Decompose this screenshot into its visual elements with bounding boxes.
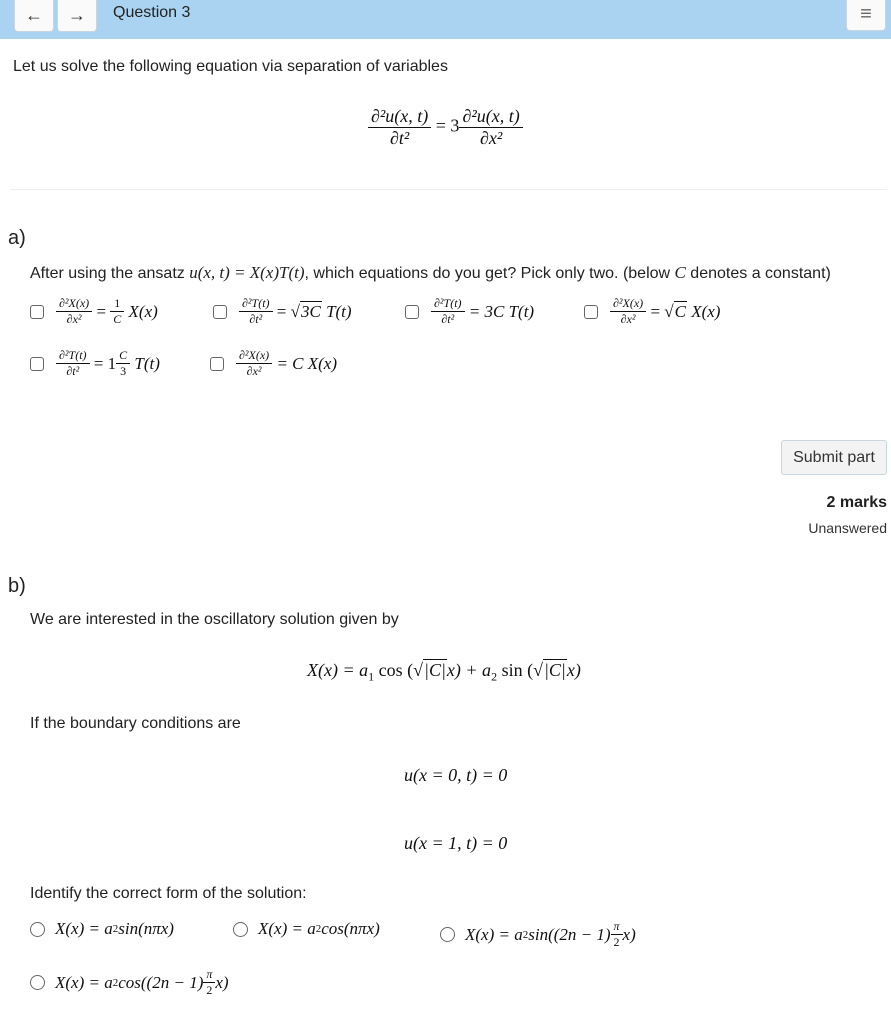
option-text: cos(nπx): [321, 919, 380, 938]
status-label: Unanswered: [808, 520, 887, 536]
checkbox[interactable]: [405, 305, 419, 319]
option-a6[interactable]: [210, 348, 337, 379]
option-denominator: ∂x²: [246, 364, 262, 378]
option-text: X(x) = a: [55, 972, 113, 992]
option-frac-den: 2: [206, 983, 213, 997]
solution-sub: 2: [491, 669, 498, 684]
option-text: X(x) = a: [258, 919, 316, 938]
sqrt-icon: √: [413, 660, 424, 680]
solution-abs: |C|: [543, 660, 566, 680]
bc-intro: If the boundary conditions are: [30, 715, 241, 732]
option-sqrt-value: C: [674, 302, 686, 321]
solution-abs: |C|: [424, 660, 446, 680]
part-a-prompt: [30, 263, 831, 283]
option-equals: =: [650, 301, 661, 321]
option-numerator: ∂²T(t): [239, 296, 273, 312]
option-rhs: = 3C T(t): [468, 301, 535, 321]
option-text: sin((2n − 1): [528, 924, 611, 944]
hamburger-icon: ≡: [860, 3, 872, 25]
option-equals: = 1: [93, 353, 117, 373]
solution-text: X(x) = a: [307, 660, 369, 680]
option-a2[interactable]: [213, 296, 352, 327]
option-text: sin(nπx): [118, 919, 174, 938]
radio-button[interactable]: [233, 922, 248, 937]
option-denominator: ∂t²: [441, 312, 455, 326]
back-button[interactable]: [14, 0, 54, 32]
forward-button[interactable]: [57, 0, 97, 32]
option-b1[interactable]: [30, 919, 174, 939]
solution-sub: 1: [368, 669, 375, 684]
option-a4[interactable]: [584, 296, 720, 327]
option-coeff-den: 3: [120, 364, 127, 378]
option-text: cos((2n − 1): [118, 972, 204, 992]
checkbox[interactable]: [213, 305, 227, 319]
option-sub: 2: [522, 928, 529, 941]
sqrt-icon: √: [290, 301, 300, 321]
part-a-label: a): [8, 227, 26, 249]
lhs-denominator: ∂t²: [389, 128, 410, 148]
solution-text: x) + a: [446, 660, 492, 680]
option-frac-num: π: [203, 967, 215, 983]
part-b-intro: We are interested in the oscillatory solution given by: [30, 611, 399, 628]
option-frac-den: 2: [613, 935, 620, 949]
prompt-text-1: After using the ansatz: [30, 265, 190, 282]
option-a3[interactable]: [405, 296, 534, 327]
option-numerator: ∂²T(t): [56, 348, 90, 364]
intro-text: Let us solve the following equation via separation of variables: [13, 58, 448, 75]
option-numerator: ∂²X(x): [236, 348, 272, 364]
menu-button[interactable]: [846, 0, 886, 31]
equation-equals: = 3: [435, 115, 460, 136]
option-denominator: ∂x²: [66, 312, 82, 326]
option-equals: =: [276, 301, 287, 321]
option-rhs: = C X(x): [276, 353, 337, 373]
option-rhs: X(x): [128, 301, 158, 321]
checkbox[interactable]: [210, 357, 224, 371]
option-b2[interactable]: [233, 919, 380, 939]
option-sub: 2: [315, 923, 322, 935]
radio-button[interactable]: [30, 922, 45, 937]
option-text: X(x) = a: [55, 919, 113, 938]
sqrt-icon: √: [533, 660, 543, 680]
radio-button[interactable]: [440, 927, 455, 942]
option-equals: =: [96, 301, 107, 321]
option-rhs: T(t): [134, 353, 160, 373]
option-numerator: ∂²T(t): [431, 296, 465, 312]
option-rhs: T(t): [326, 301, 352, 321]
option-sqrt-value: 3C: [300, 302, 321, 321]
checkbox[interactable]: [30, 357, 44, 371]
option-coeff-den: C: [113, 312, 122, 326]
divider: [10, 189, 887, 190]
prompt-ansatz-math: u(x, t) = X(x)T(t): [189, 263, 305, 282]
option-numerator: ∂²X(x): [56, 296, 92, 312]
option-denominator: ∂x²: [620, 312, 636, 326]
radio-button[interactable]: [30, 975, 45, 990]
rhs-denominator: ∂x²: [479, 128, 503, 148]
option-denominator: ∂t²: [66, 364, 80, 378]
option-b4[interactable]: [30, 967, 229, 998]
option-text: x): [215, 972, 229, 992]
option-denominator: ∂t²: [249, 312, 263, 326]
option-a1[interactable]: [30, 296, 158, 327]
solution-text: cos (: [374, 660, 414, 680]
option-b3[interactable]: [440, 919, 636, 950]
option-coeff-num: C: [116, 348, 130, 364]
option-rhs: X(x): [691, 301, 721, 321]
option-sub: 2: [112, 923, 119, 935]
option-frac-num: π: [611, 919, 623, 935]
option-a5[interactable]: [30, 348, 160, 379]
option-text: X(x) = a: [465, 924, 523, 944]
boundary-condition-2: u(x = 1, t) = 0: [404, 833, 508, 853]
boundary-condition-1: u(x = 0, t) = 0: [404, 765, 508, 785]
rhs-numerator: ∂²u(x, t): [459, 106, 522, 128]
arrow-left-icon: ←: [25, 5, 43, 25]
oscillatory-solution: [307, 660, 581, 685]
sqrt-icon: √: [664, 301, 674, 321]
checkbox[interactable]: [30, 305, 44, 319]
top-bar: [0, 0, 891, 39]
arrow-right-icon: →: [68, 5, 86, 25]
main-equation: [368, 106, 523, 149]
submit-part-button[interactable]: Submit part: [781, 440, 887, 475]
solution-text: x): [566, 660, 581, 680]
prompt-constant-math: C: [674, 263, 686, 282]
marks-label: 2 marks: [826, 494, 887, 511]
question-title: Question 3: [113, 4, 191, 21]
solution-text: sin (: [497, 660, 534, 680]
option-text: x): [622, 924, 636, 944]
checkbox[interactable]: [584, 305, 598, 319]
prompt-text-2: , which equations do you get? Pick only two. (below: [304, 265, 675, 282]
option-numerator: ∂²X(x): [610, 296, 646, 312]
option-sub: 2: [112, 976, 119, 989]
lhs-numerator: ∂²u(x, t): [368, 106, 431, 128]
option-coeff-num: 1: [110, 296, 124, 312]
part-b-label: b): [8, 575, 26, 597]
prompt-text-3: denotes a constant): [685, 265, 831, 282]
identify-prompt: Identify the correct form of the solution:: [30, 885, 307, 902]
